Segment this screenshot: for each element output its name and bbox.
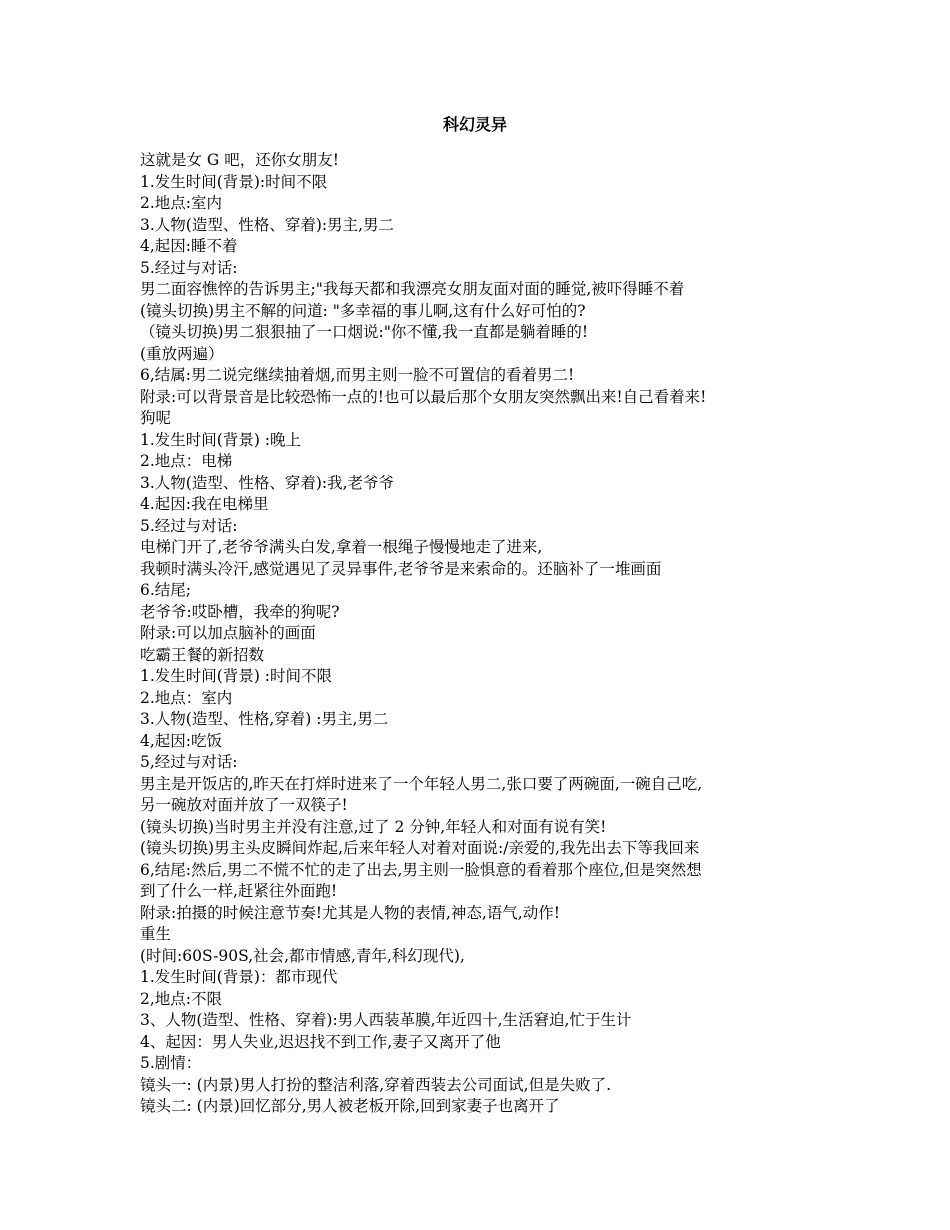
- document-line: 3、人物(造型、性格、穿着):男人西装革膜,年近四十,生活窘迫,忙于生计: [140, 1011, 632, 1029]
- document-line: 4,起因:吃饭: [140, 731, 223, 750]
- document-line: 镜头一: (内景)男人打扮的整洁利落,穿着西装去公司面试,但是失败了.: [140, 1075, 612, 1094]
- document-line: 1.发生时间(背景):时间不限: [140, 172, 328, 191]
- document-line: (时间:60S-90S,社会,都市情感,青年,科幻现代),: [140, 946, 465, 965]
- document-line: 电梯门开了,老爷爷满头白发,拿着一根绳子慢慢地走了进来,: [140, 538, 543, 556]
- document-line: （镜头切换)男二狠狠抽了一口烟说:"你不懂,我一直都是躺着睡的!: [140, 323, 589, 341]
- document-line: (重放两遍）: [140, 344, 224, 363]
- document-body: [140, 150, 840, 1118]
- document-line: (镜头切换)男主头皮瞬间炸起,后来年轻人对着对面说:/亲爱的,我先出去下等我回来: [140, 839, 700, 857]
- document-line: 另一碗放对面并放了一双筷子!: [140, 796, 348, 814]
- document-line: 镜头二: (内景)回忆部分,男人被老板开除,回到家妻子也离开了: [140, 1097, 560, 1115]
- document-line: 狗呢: [140, 409, 172, 427]
- document-line: 我顿时满头冷汗,感觉遇见了灵异事件,老爷爷是来索命的。还脑补了一堆画面: [140, 559, 662, 578]
- document-line: 6.结尾;: [140, 581, 192, 599]
- document-line: 2.地点：室内: [140, 688, 233, 707]
- document-line: 附录:可以背景音是比较恐怖一点的!也可以最后那个女朋友突然飘出来!自己看着来!: [140, 387, 707, 406]
- document-line: 男主是开饭店的,昨天在打烊时进来了一个年轻人男二,张口要了两碗面,一碗自己吃,: [140, 774, 703, 793]
- document-line: 5.经过与对话:: [140, 258, 238, 277]
- document-line: 4.起因:我在电梯里: [140, 495, 269, 513]
- document-line: 2.地点：电梯: [140, 452, 233, 470]
- document-line: 6,结属:男二说完继续抽着烟,而男主则一脸不可置信的看着男二!: [140, 366, 575, 384]
- document-line: 附录:拍摄的时候注意节奏!尤其是人物的表情,神态,语气,动作!: [140, 903, 560, 922]
- document-line: 4,起因:睡不着: [140, 237, 238, 255]
- document-line: 老爷爷:哎卧槽，我牵的狗呢?: [140, 602, 340, 621]
- document-line: 5,经过与对话:: [140, 753, 238, 771]
- document-line: 5.剧情：: [140, 1054, 202, 1072]
- document-line: 6,结尾:然后,男二不慌不忙的走了出去,男主则一脸惧意的看着那个座位,但是突然想: [140, 860, 702, 879]
- document-line: 1.发生时间(背景) :时间不限: [140, 667, 333, 685]
- document-line: 吃霸王餐的新招数: [140, 645, 265, 664]
- document-line: 1.发生时间(背景)：都市现代: [140, 968, 338, 986]
- document-line: 3.人物(造型、性格、穿着):我,老爷爷: [140, 473, 395, 492]
- document-line: 男二面容憔悴的告诉男主;"我每天都和我漂亮女朋友面对面的睡觉,被吓得睡不着: [140, 280, 685, 298]
- document-line: (镜头切换)当时男主并没有注意,过了 2 分钟,年轻人和对面有说有笑!: [140, 817, 607, 836]
- document-line: 重生: [140, 925, 172, 943]
- document-line: 这就是女 G 吧，还你女朋友!: [140, 151, 339, 169]
- document-title: 科幻灵异: [442, 115, 507, 134]
- document-line: 4、起因：男人失业,迟迟找不到工作,妻子又离开了他: [140, 1032, 501, 1051]
- document-line: 3.人物(造型、性格、穿着):男主,男二: [140, 215, 395, 234]
- document-line: 5.经过与对话:: [140, 516, 238, 535]
- document-line: 2.地点:室内: [140, 194, 223, 212]
- document-line: (镜头切换)男主不解的问道: "多幸福的事儿啊,这有什么好可怕的?: [140, 301, 586, 320]
- document-line: 附录:可以加点脑补的画面: [140, 624, 316, 642]
- document-line: 2,地点:不限: [140, 989, 223, 1008]
- document-line: 到了什么一样,赶紧往外面跑!: [140, 882, 338, 900]
- document-line: 3.人物(造型、性格,穿着) :男主,男二: [140, 710, 389, 728]
- document-line: 1.发生时间(背景) :晚上: [140, 430, 302, 449]
